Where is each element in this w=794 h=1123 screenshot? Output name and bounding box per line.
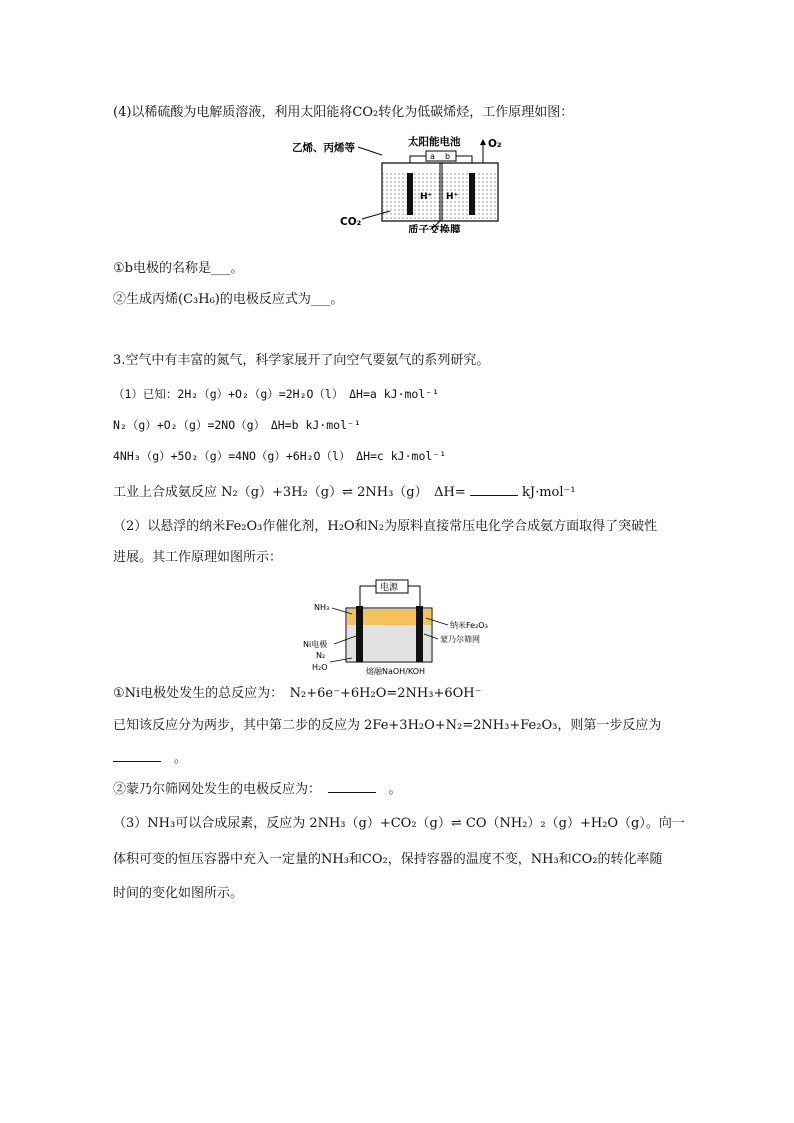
q3-stem: 3.空气中有丰富的氮气，科学家展开了向空气要氨气的系列研究。 <box>113 353 490 368</box>
solar-electrolysis-diagram <box>290 133 520 237</box>
h-plus-right: H⁺ <box>446 192 459 202</box>
answer-blank[interactable] <box>470 483 518 496</box>
electrode-left <box>407 173 413 215</box>
nh3-label: NH₃ <box>314 603 330 612</box>
q3-eq2: N₂（g）+O₂（g）=2NO（g） ΔH=b kJ·mol⁻¹ <box>113 418 361 432</box>
solar-label: 太阳能电池 <box>408 136 461 148</box>
ammonia-cell-diagram <box>300 576 520 684</box>
monel-blank[interactable] <box>328 780 376 793</box>
melt-label: 熔融NaOH/KOH <box>366 667 426 676</box>
q4-sub2: ②生成丙烯(C₃H₆)的电极反应式为___。 <box>113 292 344 307</box>
electrode-right <box>469 173 475 215</box>
products-label: 乙烯、丙烯等 <box>292 142 355 154</box>
monel-label: 蒙乃尔筛网 <box>440 635 480 644</box>
o2-label: O₂ <box>488 138 502 150</box>
q3-monel <box>113 780 402 799</box>
membrane-label: 质子交换膜 <box>408 224 461 233</box>
q3-eq3: 4NH₃（g）+5O₂（g）=4NO（g）+6H₂O（l） ΔH=c kJ·mol⁻¹ <box>113 449 447 463</box>
industry-text: 工业上合成氨反应 N₂（g）+3H₂（g）⇌ 2NH₃（g） ΔH= <box>113 485 470 500</box>
electrode-b-label: b <box>445 152 451 161</box>
monel-electrode <box>416 606 423 662</box>
q3-two-step: 已知该反应分为两步，其中第二步的反应为 2Fe+3H₂O+N₂=2NH₃+Fe₂O₃，则第一步反应为 <box>113 718 662 733</box>
q3-p2-line1: （2）以悬浮的纳米Fe₂O₃作催化剂，H₂O和N₂为原料直接常压电化学合成氨方面取得了突破性 <box>113 519 658 534</box>
q3-industry <box>113 483 576 502</box>
q3-eq1: （1）已知：2H₂（g）+O₂（g）=2H₂O（l） ΔH=a kJ·mol⁻¹ <box>113 387 440 401</box>
q3-p2-line2: 进展。其工作原理如图所示： <box>113 550 283 565</box>
ni-electrode <box>356 606 363 662</box>
fe2o3-label: 纳米Fe₂O₃ <box>450 621 488 630</box>
n2-label: N₂ <box>316 651 326 660</box>
h2o-label: H₂O <box>312 663 328 672</box>
industry-unit: kJ·mol⁻¹ <box>517 485 576 500</box>
h-plus-left: H⁺ <box>420 192 433 202</box>
q4-sub1: ①b电极的名称是___。 <box>113 261 244 276</box>
monel-text: ②蒙乃尔筛网处发生的电极反应为： <box>113 782 315 797</box>
q3-ni-total: ①Ni电极处发生的总反应为： N₂+6e⁻+6H₂O=2NH₃+6OH⁻ <box>113 686 482 701</box>
co2-label: CO₂ <box>340 216 362 228</box>
power-label: 电源 <box>380 583 399 593</box>
q4-stem: (4)以稀硫酸为电解质溶液，利用太阳能将CO₂转化为低碳烯烃，工作原理如图： <box>113 105 574 120</box>
electrode-a-label: a <box>430 152 435 161</box>
q3-p3-line1: （3）NH₃可以合成尿素，反应为 2NH₃（g）+CO₂（g）⇌ CO（NH₂）₂（g）+H₂O（g）。向一 <box>113 816 685 831</box>
step1-tail: 。 <box>174 751 188 766</box>
step1-blank[interactable] <box>113 749 161 762</box>
q3-p3-line3: 时间的变化如图所示。 <box>113 886 244 901</box>
ni-label: Ni电极 <box>303 640 328 649</box>
q3-p3-line2: 体积可变的恒压容器中充入一定量的NH₃和CO₂，保持容器的温度不变，NH₃和CO₂的转化率随 <box>113 852 663 867</box>
q3-two-step-answer <box>113 749 187 768</box>
monel-tail: 。 <box>388 782 402 797</box>
